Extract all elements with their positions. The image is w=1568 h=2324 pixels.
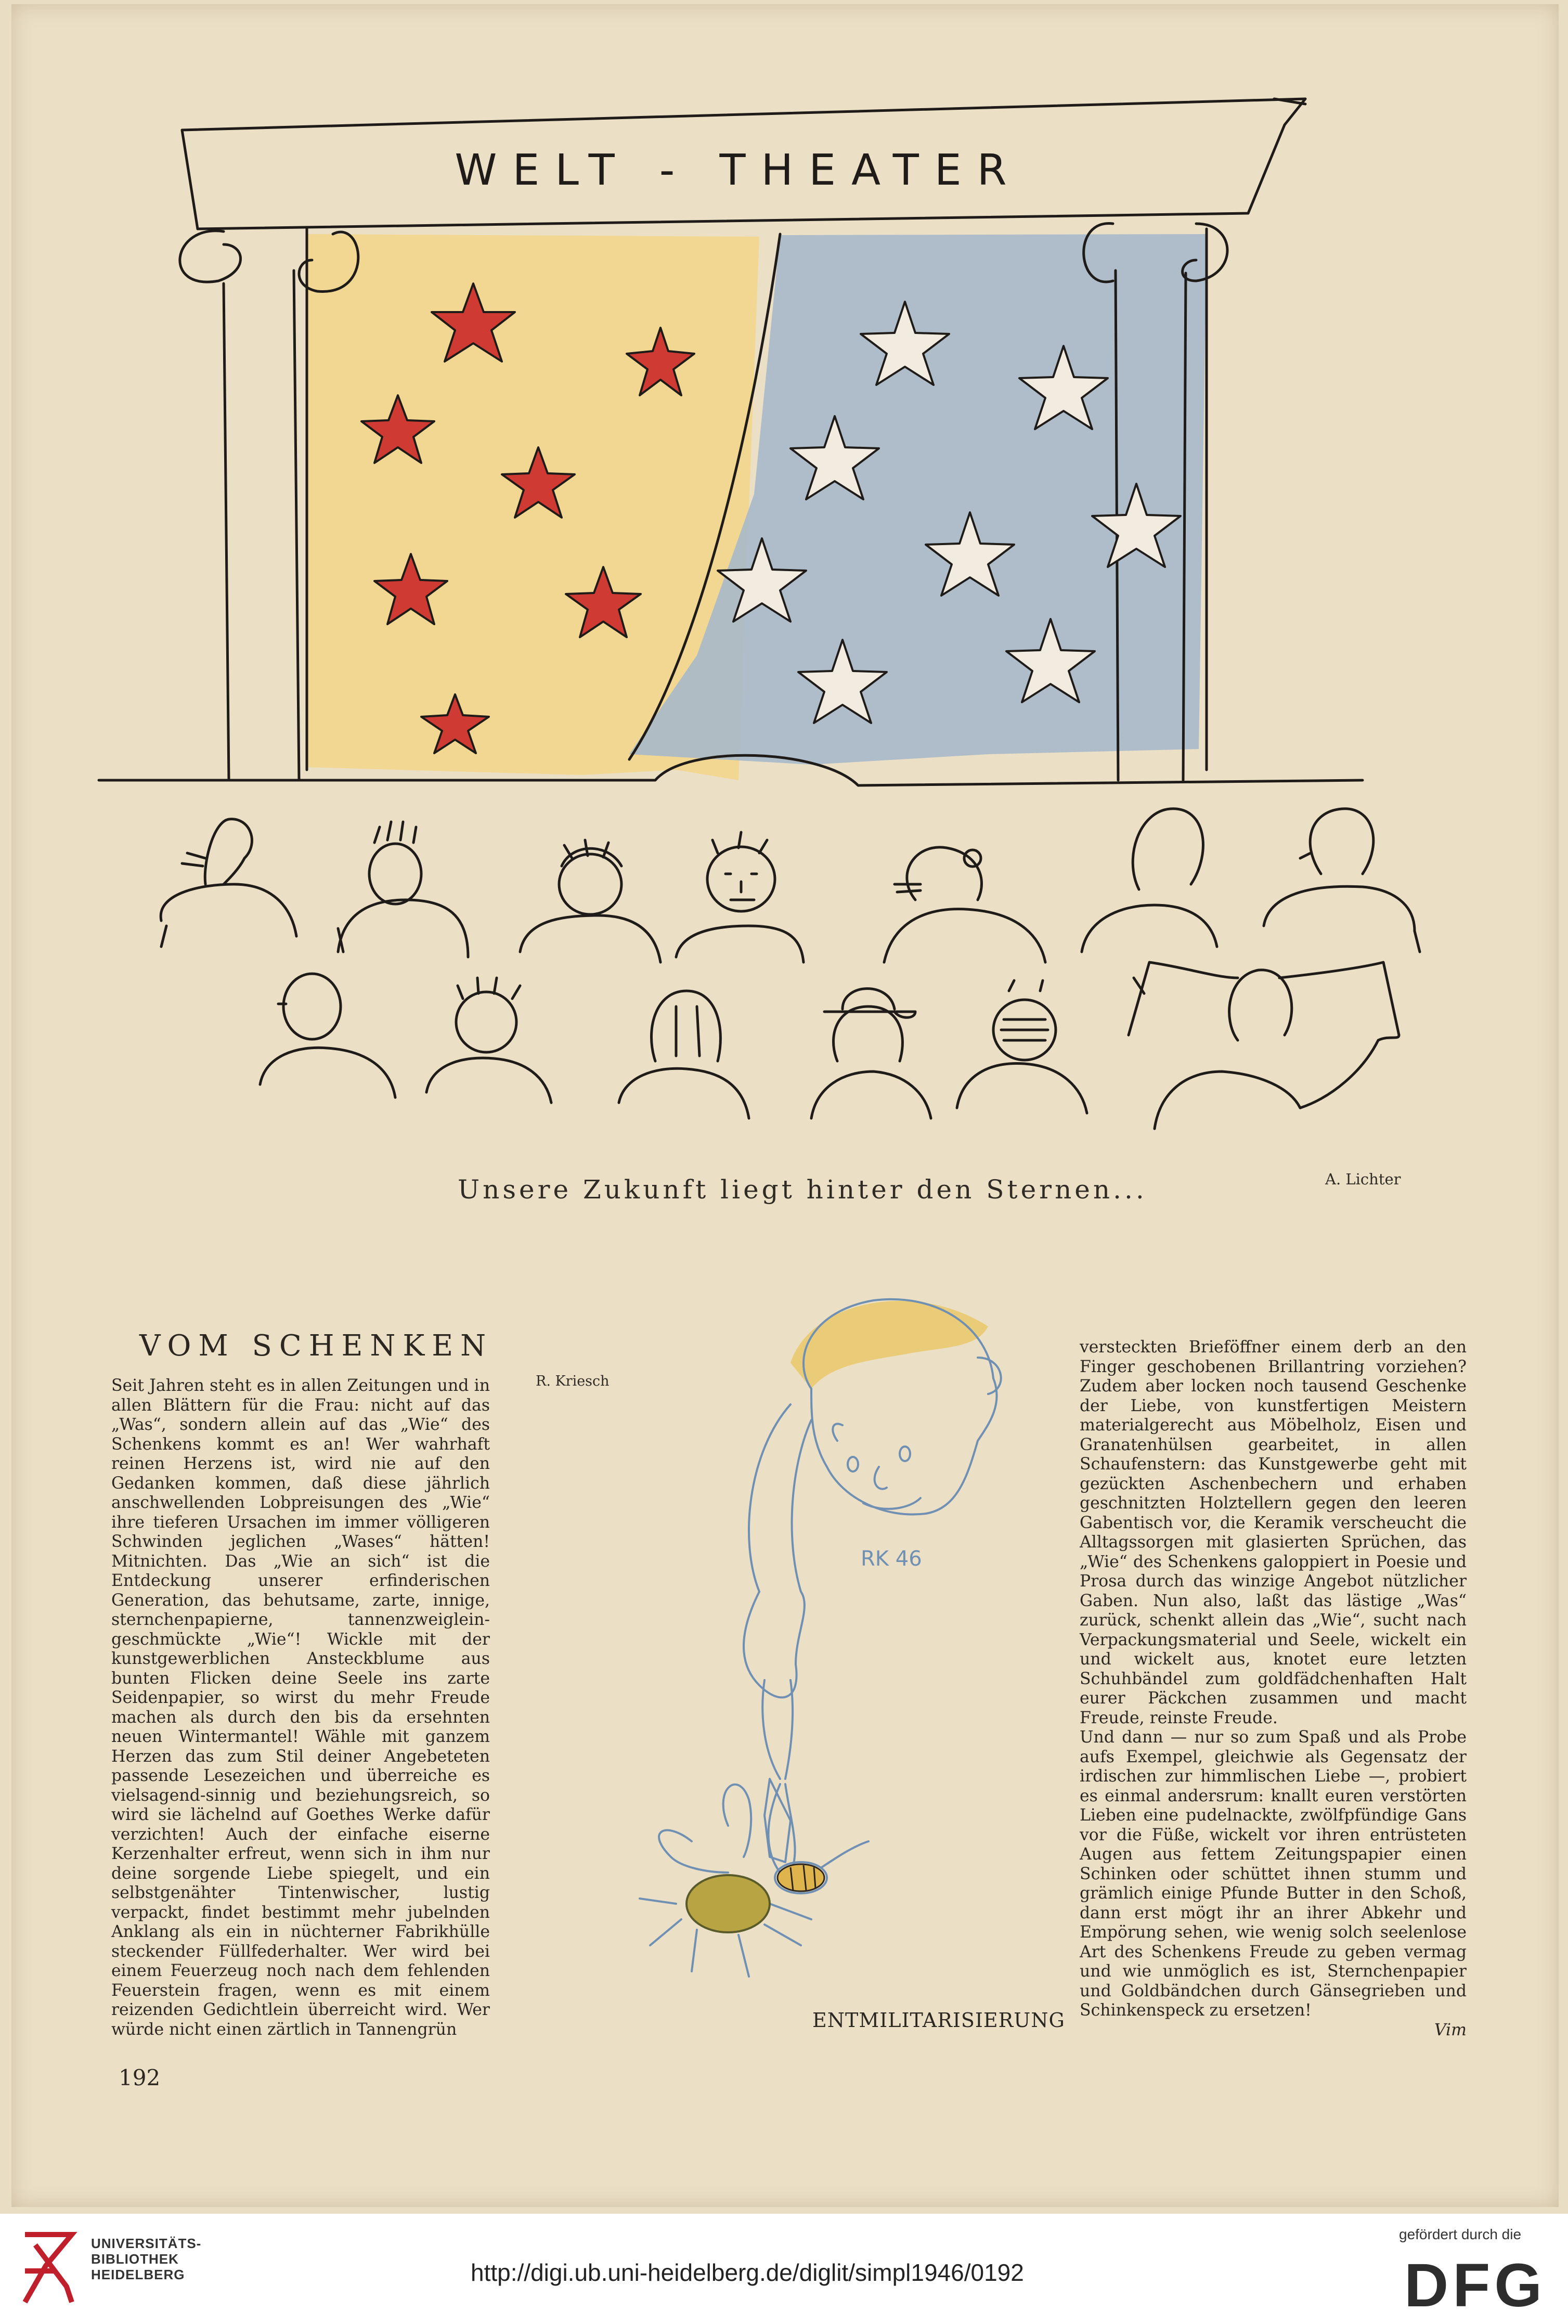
article-paragraph: Und dann — nur so zum Spaß und als Probe aufs Exempel, gleichwie als Gegensatz der irdischen zur himmlischen Liebe —, probiert es einmal andersrum: knallt euren verstörten Lieben eine pudelnackte, zwölfpfündige Gans vor die Füße, wickelt vor ihren entrüsteten Augen aus fettem Zeitungspapier einen Schinken oder schüttet ihnen stumm und grämlich einige Pfunde Butter in den Schoß, dann erst mögt ihr an ihrer Abkehr und Empörung sehen, wie wenig solch seelenlose Art des Schenkens Freude zu geben vermag und wie unmöglich es ist, Sternchenpapier und Goldbändchen durch Gänsegrieben und Schinkenspeck zu ersetzen! [1080,1728,1467,2020]
page-number: 192 [119,2065,161,2090]
bee-body [686,1875,770,1932]
university-name-line: UNIVERSITÄTS- [91,2236,202,2251]
university-name-line: BIBLIOTHEK [91,2251,179,2267]
bee-small-body [777,1864,824,1891]
entmilitarisierung-drawing [520,1269,1071,2008]
article-heading: VOM SCHENKEN [139,1329,494,1363]
dfg-logo: DFG [1404,2251,1547,2320]
article-right-column [1080,1338,1467,2040]
drawing-title: ENTMILITARISIERUNG [812,2009,1065,2032]
university-logo-icon [15,2224,82,2313]
footer-bar [0,2214,1568,2324]
illustration-caption: Unsere Zukunft liegt hinter den Sternen... [458,1174,1147,1205]
sponsor-text: gefördert durch die [1399,2226,1522,2242]
university-name-line: HEIDELBERG [91,2267,185,2282]
source-url-link[interactable]: http://digi.ub.uni-heidelberg.de/diglit/simpl1946/0192 [471,2259,1024,2286]
illustration-credit: A. Lichter [1325,1170,1401,1188]
article-paragraph: versteckten Brieföffner einem derb an den Finger geschobenen Brillantring vorziehen? Zudem aber locken noch tausend Geschenke der Liebe, von kunstfertigen Meistern materialgerecht aus Möbelholz, Eisen und Granatenhülsen gearbeitet, in allen Schaufenstern: das Kunstgewerbe geht mit gezückten Aschenbechern und erhaben geschnitzten Holztellern gegen den leeren Gabentisch vor, die Keramik verscheucht die Alltagssorgen mit glasierten Sprüchen, das „Wie“ des Schenkens galoppiert in Poesie und Prosa durch das winzige Angebot nützlicher Gaben. Nun also, laßt das lästige „Was“ zurück, schenkt allein das „Wie“, sucht nach Verpackungsmaterial und Seele, wickelt ein und wickelt aus, knotet eure letzten Schuhbändel zum goldfädchenhaften Halt eurer Päckchen zusammen und macht Freude, reinste Freude. [1080,1338,1467,1727]
article-paragraph: Seit Jahren steht es in allen Zeitungen und in allen Blättern für die Frau: nicht auf das „Was“, sondern allein auf das „Wie“ des Schenkens kommt es an! Wer wahrhaft reinen Herzens ist, wird nie auf den Gedanken kommen, daß diese jährlich anschwellenden Lobpreisungen des „Wie“ ihre tieferen Ursachen im immer völligeren Schwinden jeglichen „Wases“ hätten! Mitnichten. Das „Wie an sich“ ist die Entdeckung unserer erfinderischen Generation, das behutsame, zarte, innige, sternchenpapierne, tannenzweiglein-geschmückte „Wie“! Wickle mit der kunstgewerblichen Ansteckblume aus bunten Flicken deine Seele ins zarte Seidenpapier, so wirst du mehr Freude machen als durch den bis da ersehnten neuen Wintermantel! Wähle mit ganzem Herzen das zum Stil deiner Angebeteten passende Lesezeichen und überreiche es vielsagend-sinnig und beziehungsreich, so wird sie lächelnd auf Goethes Werke dafür verzichten! Auch der einfache eiserne Kerzenhalter erfreut, wenn sich in ihm nur deine sorgende Liebe spiegelt, und ein selbstgenähter Tintenwischer, lustig verpackt, findet bestimmt mehr jubelnden Anklang als ein in nüchterner Fabrikhülle steckender Füllfederhalter. Wer wird bei einem Feuerzeug noch nach dem fehlenden Feuerstein fragen, wenn es mit einem reizenden Gedichtlein überreicht wird. Wer würde nicht einen zärtlich in Tannengrün [111,1376,490,2039]
drawing-credit: R. Kriesch [536,1373,610,1389]
article-left-column [111,1376,490,2039]
article-signature: Vim [1434,2020,1467,2039]
drawing-monogram: RK 46 [861,1547,922,1571]
university-name [91,2236,201,2282]
theater-title: WELT - THEATER [455,146,1022,195]
